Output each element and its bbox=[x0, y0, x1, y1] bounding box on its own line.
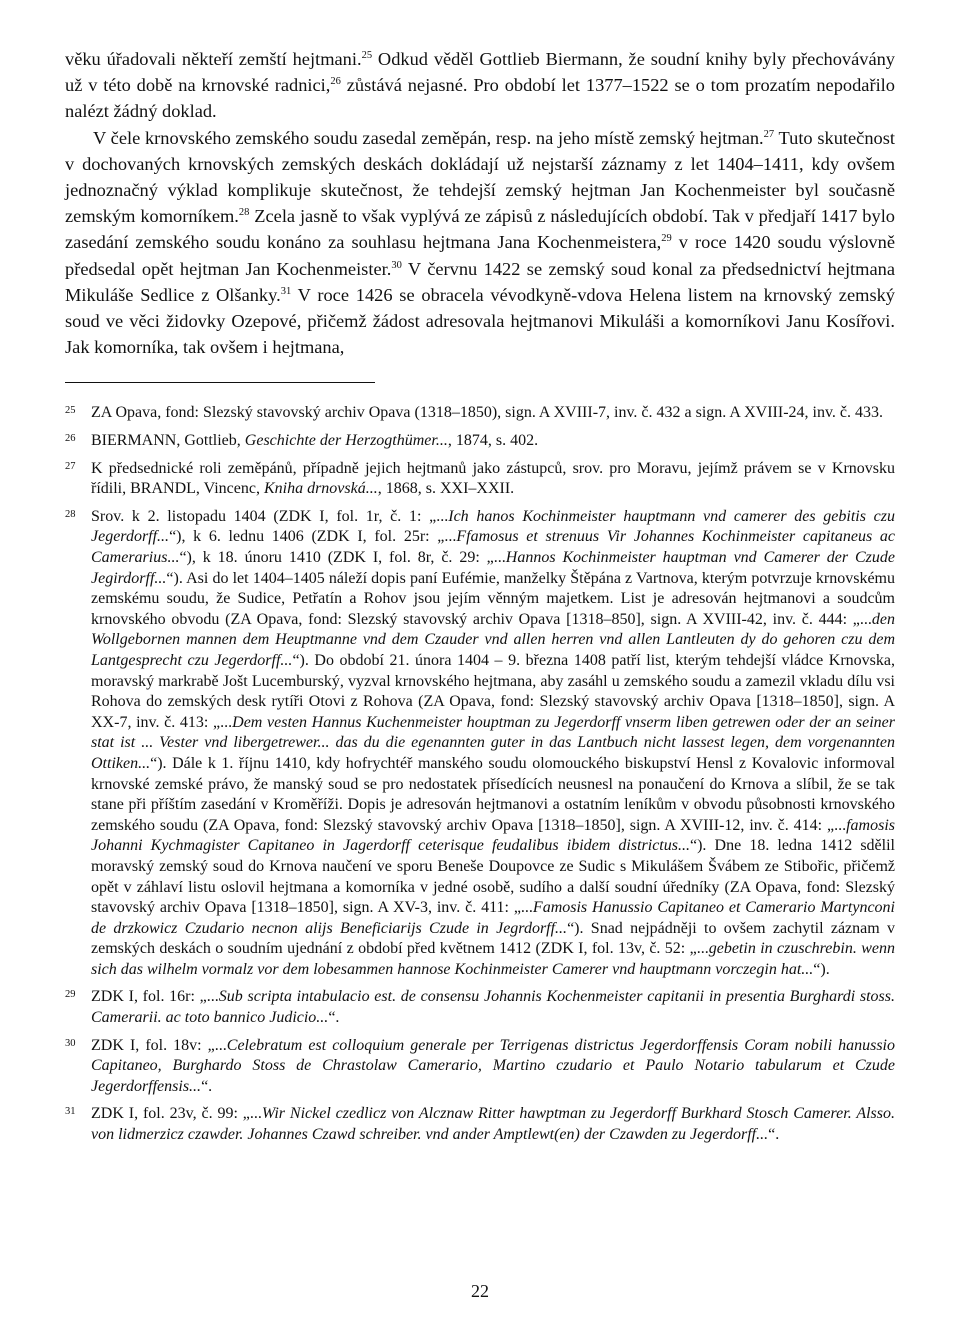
italic-quote: Wir Nickel czedlicz von Alcznaw Ritter hawptman zu Jegerdorff Burkhard Stosch Camerer. Alsso. von lidmerzicz czawder. Johannes Czawd schreiber. vnd ander Amptlewt(en) der Czawden zu Jegerdorff... bbox=[91, 1105, 895, 1144]
italic-quote: Celebratum est colloquium generale per Terrigenas districtus Jegerdorffensis Coram nobili hanussio Capitaneo, Burghardo Stoss de Chrastolaw Camerario, Martino czudario et Paulo Notario tabularum et Czude Jegerdorffensis... bbox=[91, 1036, 896, 1095]
text-run: Zcela jasně to však vyplývá ze zápisů z následujících období. Tak v předjaří 1417 bylo zasedání zemského soudu konáno za souhlasu hejtmana Jana Kochenmeistera, bbox=[65, 206, 895, 253]
text-run: Srov. k 2. listopadu 1404 (ZDK I, fol. 1r, č. 1: „... bbox=[91, 507, 449, 525]
footnote-separator bbox=[65, 382, 375, 383]
italic-quote: Geschichte der Herzogthümer... bbox=[244, 432, 448, 450]
text-run: “). bbox=[813, 960, 830, 978]
text-run: Odkud věděl Gottlieb Biermann, že soudní knihy byly přechovávány už v této době na krnovské radnici, bbox=[65, 49, 896, 96]
text-run: “. bbox=[768, 1126, 780, 1144]
footnote-ref: 28 bbox=[238, 207, 250, 219]
footnote-26 bbox=[65, 431, 895, 452]
footnote-number: 27 bbox=[65, 460, 76, 472]
footnote-text bbox=[91, 432, 538, 449]
text-run: v roce 1420 soudu výslovně předsedal opět hejtman Jan Kochenmeister. bbox=[65, 232, 895, 279]
footnote-number: 28 bbox=[65, 508, 76, 520]
text-run: věku úřadovali někteří zemští hejtmani. bbox=[65, 49, 362, 69]
italic-quote: den Wollgebornen mannen dem Heuptmanne vnd dem Czauder vnd allen herren vnd allen Lantleuten dy do gehoren czu dem Lantgesprecht czu Jegerdorff... bbox=[91, 610, 895, 669]
italic-quote: Hannos Kochinmeister hauptman vnd Camerer der Czude Jegirdorff... bbox=[91, 549, 896, 587]
footnote-ref: 26 bbox=[330, 76, 341, 88]
text-run: “). Snad nejpádněji to ovšem zachytil záznam v zemských deskách o soudním ujednání z období před květnem 1412 (ZDK I, fol. 13v, č. 52: „... bbox=[91, 919, 896, 958]
text-run: , 1868, s. XXI–XXII. bbox=[377, 480, 515, 498]
footnote-ref: 25 bbox=[361, 49, 373, 61]
text-run: zůstává nejasné. Pro období let 1377–1522 se o tom prozatím nepodařilo nalézt žádný doklad. bbox=[65, 75, 895, 122]
footnote-27 bbox=[65, 459, 895, 500]
text-run: , 1874, s. 402. bbox=[447, 432, 539, 450]
italic-quote: Famosis Hanussio Capitaneo et Camerario Martynconi de drzkowicz Czudario necnon alijs Beneficiarijs Czude in Jegrdorff... bbox=[91, 899, 896, 937]
footnote-number: 29 bbox=[65, 989, 76, 1001]
footnote-ref: 27 bbox=[763, 128, 775, 140]
footnote-text bbox=[91, 988, 895, 1026]
text-run: “). Do období 21. února 1404 – 9. března 1408 patří list, kterým tehdejší vládce Krnovska, moravský markrabě Jošt Lucemburský, vyzval krnovského hejtmana, aby zasáhl u zemského soudu a zamezil vkladu dílu vsi Rohova do zemských desk rytíři Otovi z Rohova (ZA Opava, fond: Slezský stavovský archiv Opava [1318–1850], sign. A XX-7, inv. č. 413: „... bbox=[91, 651, 896, 731]
footnote-31 bbox=[65, 1104, 895, 1145]
text-run: V roce 1426 se obracela vévodkyně-vdova Helena listem na krnovský zemský soud ve věci židovky Ozepové, přičemž žádost adresovala hejtmanovi Mikuláši a komorníkovi Janu Kosířovi. Jak komorníka, tak ovšem i hejtmana, bbox=[65, 284, 895, 358]
text-run: “. bbox=[328, 1009, 340, 1027]
text-run: Tuto skutečnost v dochovaných krnovských zemských deskách dokládají už nejstarší záznamy z let 1404–1411, kdy ovšem jednoznačný výklad komplikuje skutečnost, že tehdejší zemský hejtman Jan Kochenmeister byl současně zemským komorníkem. bbox=[65, 127, 895, 227]
italic-quote: famosis Johanni Kychmagister Capitaneo in Jagerdorff ceterisque feudalibus ibidem districtus... bbox=[91, 816, 895, 855]
italic-quote: Sub scripta intabulacio est. de consensu Johannis Kochenmeister capitanii in presentia Burghardi stoss. Camerarii. ac toto bannico Judicio... bbox=[91, 988, 896, 1027]
text-run: BIERMANN, Gottlieb, bbox=[91, 432, 245, 450]
document-page bbox=[65, 46, 895, 1153]
footnote-ref: 30 bbox=[391, 259, 402, 271]
text-run: “), k 6. lednu 1406 (ZDK I, fol. 25r: „... bbox=[169, 528, 457, 546]
footnote-30 bbox=[65, 1036, 895, 1098]
text-run: ZDK I, fol. 18v: „... bbox=[91, 1036, 227, 1054]
footnote-text bbox=[91, 460, 895, 498]
paragraph-2 bbox=[65, 125, 895, 361]
text-run: ZDK I, fol. 23v, č. 99: „... bbox=[91, 1105, 262, 1123]
footnote-text bbox=[91, 1105, 895, 1143]
footnote-number: 26 bbox=[65, 433, 76, 445]
text-run: “), k 18. únoru 1410 (ZDK I, fol. 8r, č. 29: „... bbox=[179, 549, 506, 566]
italic-quote: Dem vesten Hannus Kuchenmeister houptman zu Jegerdorff vnserm liben getrewen oder der an seiner stat ist ... Vester vnd libergetrewer... das du die egenannten guter in das Lantbuch nicht lassest legen, dem vorgenannten Ottiken... bbox=[91, 713, 895, 772]
footnote-text bbox=[91, 404, 883, 421]
footnote-number: 25 bbox=[65, 405, 76, 417]
italic-quote: gebetin in czuschrebin. wenn sich das wilhelm vormalz vor dem lobesammen hannose Kochinmeister Camerer vnd hauptmann vorczegin hat... bbox=[91, 940, 895, 978]
text-run: “. bbox=[201, 1077, 213, 1095]
text-run: “). Dne 18. ledna 1412 sdělil moravský zemský soud do Krnova naučení ve sporu Beneše Doupovce ze Sudic s Mikulášem Švábem ze Stibořic, přičemž opět v záhlaví listu oslovil hejtmana a komorníka v jedné osobě, sudího a další soudní úředníky (ZA Opava, fond: Slezský stavovský archiv Opava [1318–1850], sign. A XV-3, inv. č. 411: „... bbox=[91, 837, 895, 917]
italic-quote: Kniha drnovská... bbox=[263, 480, 378, 498]
footnote-25 bbox=[65, 403, 895, 424]
text-run: “). Asi do let 1404–1405 náleží dopis paní Eufémie, manželky Štěpána z Vartnova, kterým potvrzuje krnovskému zemskému soudu, že Sudice, Petřatín a Rohov jsou jejím věnným majetkem. List je adresován hejtmanovi a soudcům krnovského obvodu (ZA Opava, fond: Slezský stavovský archiv Opava [1318–850], sign. A XVIII-42, inv. č. 444: „... bbox=[91, 569, 895, 628]
footnote-ref: 31 bbox=[280, 285, 292, 297]
footnote-28 bbox=[65, 507, 895, 981]
page-number: 22 bbox=[471, 1281, 489, 1301]
main-text bbox=[65, 46, 895, 360]
footnote-text bbox=[91, 1037, 895, 1095]
text-run: ZA Opava, fond: Slezský stavovský archiv Opava (1318–1850), sign. A XVIII-7, inv. č. 432 a sign. A XVIII-24, inv. č. 433. bbox=[91, 404, 884, 422]
footnote-ref: 29 bbox=[661, 233, 672, 245]
footnote-number: 30 bbox=[65, 1037, 76, 1049]
text-run: “). Dále k 1. říjnu 1410, kdy hofrychtéř manského soudu olomouckého biskupství Hensl z Kovalovic informoval krnovské zemské právo, že manský soud se pro nedostatek přísedících neusnesl na ponaučení do Krnova a slíbil, že se tak stane při příštím zasedání v Kroměříži. Dopis je adresován hejtmanovi a ostatním leníkům v obvodu působnosti krnovského zemského soudu (ZA Opava, fond: Slezský stavovský archiv Opava [1318–1850], sign. A XVIII-12, inv. č. 414: „... bbox=[91, 754, 895, 834]
footnotes bbox=[65, 403, 895, 1145]
footnote-29 bbox=[65, 987, 895, 1028]
italic-quote: Ffamosus et strenuus Vir Johannes Kochinmeister capitaneus ac Camerarius... bbox=[91, 528, 895, 566]
text-run: ZDK I, fol. 16r: „... bbox=[91, 988, 219, 1006]
italic-quote: Ich hanos Kochinmeister hauptmann vnd camerer des gebitis czu Jegerdorff... bbox=[91, 507, 895, 546]
footnote-number: 31 bbox=[65, 1106, 76, 1118]
footnote-text bbox=[91, 508, 895, 978]
text-run: V červnu 1422 se zemský soud konal za předsednictví hejtmana Mikuláše Sedlice z Olšanky. bbox=[65, 258, 895, 305]
text-run: K předsednické roli zeměpánů, případně jejich hejtmanů jako zástupců, srov. pro Moravu, jejímž právem se v Krnovsku řídili, BRANDL, Vincenc, bbox=[91, 459, 895, 498]
text-run: V čele krnovského zemského soudu zasedal zeměpán, resp. na jeho místě zemský hejtman. bbox=[93, 127, 764, 148]
paragraph-1 bbox=[65, 46, 895, 125]
